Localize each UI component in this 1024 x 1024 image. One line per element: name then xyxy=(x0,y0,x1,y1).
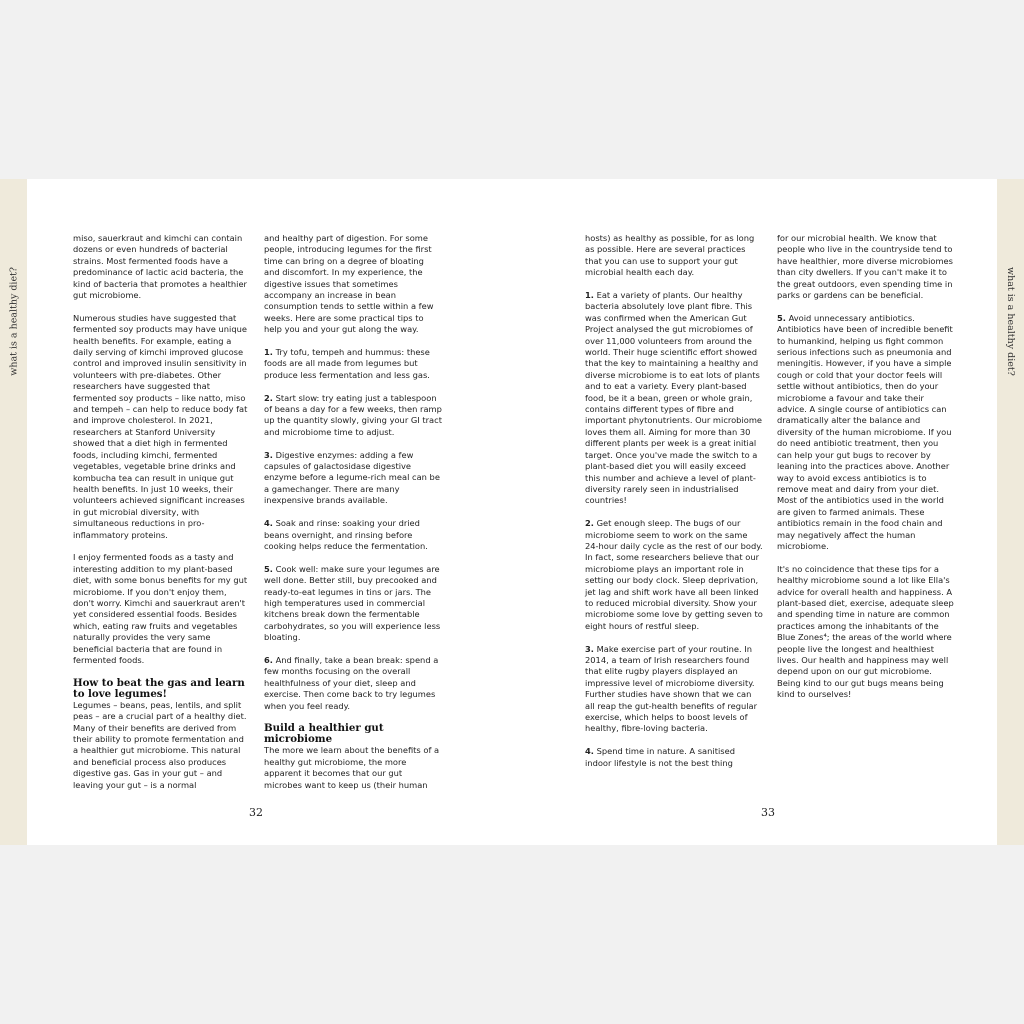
tip-text: Try tofu, tempeh and hummus: these foods are all made from legumes but produce less fermentation and less gas. xyxy=(264,347,430,380)
tip-text: Cook well: make sure your legumes are well done. Better still, buy precooked and ready-to-eat legumes in tins or jars. The high temperatures used in commercial kitchens break down the fermentable carbohydrates, so you will experience less bloating. xyxy=(264,563,441,643)
tip-text: Start slow: try eating just a tablespoon of beans a day for a few weeks, then ramp up the quantity slowly, giving your GI tract and microbiome time to adjust. xyxy=(264,392,442,437)
paragraph: for our microbial health. We know that people who live in the countryside tend to have healthier, more diverse microbiomes than city dwellers. If you can't make it to the great outdoors, even spending time in parks or gardens can be beneficial. xyxy=(777,233,953,301)
tip-number: 3. xyxy=(585,643,594,654)
tip-text: Eat a variety of plants. Our healthy bacteria absolutely love plant fibre. This was confirmed when the American Gut Project analysed the gut microbiomes of over 11,000 volunteers from around the world. Their huge scientific effort showed that the key to maintaining a healthy and diverse microbiome is to eat lots of plants and to eat a variety. Every plant-based food, be it a bean, green or whole grain, contains different types of fibre and important phytonutrients. Our microbiome loves them all. Aiming for more than 30 different plants per week is a great initial target. Once you've made the switch to a plant-based diet you will easily exceed this number and achieve a level of plant-diversity rarely seen in industrialised countries! xyxy=(585,290,763,506)
tip-item xyxy=(585,518,763,632)
left-page-column-1 xyxy=(73,233,249,802)
paragraph: The more we learn about the benefits of a healthy gut microbiome, the more apparent it becomes that our gut microbes want to keep us (their human xyxy=(264,745,440,790)
tip-text: Digestive enzymes: adding a few capsules of galactosidase digestive enzyme before a legume-rich meal can be a gamechanger. There are many inexpensive brands available. xyxy=(264,449,440,506)
paragraph: hosts) as healthy as possible, for as long as possible. Here are several practices that you can use to support your gut microbial health each day. xyxy=(585,233,755,278)
paragraph: and healthy part of digestion. For some people, introducing legumes for the first time can bring on a degree of bloating and discomfort. In my experience, the digestive issues that sometimes accompany an increase in bean consumption tends to settle within a few weeks. Here are some practical tips to help you and your gut along the way. xyxy=(264,233,434,335)
paragraph: miso, sauerkraut and kimchi can contain dozens or even hundreds of bacterial strains. Most fermented foods have a predominance of lactic acid bacteria, the kind of bacteria that promotes a healthier gut microbiome. xyxy=(73,233,247,301)
tip-number: 2. xyxy=(264,392,273,403)
tip-number: 5. xyxy=(777,312,786,323)
tip-text: And finally, take a bean break: spend a few months focusing on the overall healthfulness of your diet, sleep and exercise. Then come back to try legumes when you feel ready. xyxy=(264,654,439,711)
left-page-number: 32 xyxy=(249,806,263,819)
section-heading: Build a healthier gut microbiome xyxy=(264,722,384,746)
paragraph: It's no coincidence that these tips for a healthy microbiome sound a lot like Ella's advice for overall health and happiness. A plant-based diet, exercise, adequate sleep and spending time in nature are common practices among the inhabitants of the Blue Zones⁴; the areas of the world where people live the longest and healthiest lives. Our health and happiness may well depend upon on our gut microbiome. Being kind to our gut bugs means being kind to ourselves! xyxy=(777,563,954,700)
tip-text: Soak and rinse: soaking your dried beans overnight, and rinsing before cooking helps reduce the fermentation. xyxy=(264,518,428,551)
tip-number: 4. xyxy=(264,518,273,529)
tip-item xyxy=(585,290,763,507)
tip-number: 6. xyxy=(264,654,273,665)
tip-number: 3. xyxy=(264,449,273,460)
left-page-column-2 xyxy=(264,233,442,802)
tip-item xyxy=(264,518,442,552)
left-tab-label: what is a healthy diet? xyxy=(8,267,19,376)
section-heading: How to beat the gas and learn to love legumes! xyxy=(73,676,245,700)
tip-text: Make exercise part of your routine. In 2014, a team of Irish researchers found that elite rugby players displayed an impressive level of microbiome diversity. Further studies have shown that we can all reap the gut-health benefits of regular exercise, which helps to boost levels of healthy, fibre-loving bacteria. xyxy=(585,643,758,734)
right-page-column-1 xyxy=(585,233,763,780)
paragraph: Legumes – beans, peas, lentils, and split peas – are a crucial part of a healthy diet. Many of their benefits are derived from their ability to promote fermentation and a healthier gut microbiome. This natural and beneficial process also produces digestive gas. Gas in your gut – and leaving your gut – is a normal xyxy=(73,699,247,790)
tip-text: Avoid unnecessary antibiotics. Antibiotics have been of incredible benefit to humankind, helping us fight common serious infections such as pneumonia and meningitis. However, if you have a simple cough or cold that your doctor feels will settle without antibiotics, then do your microbiome a favour and take their advice. A single course of antibiotics can dramatically alter the balance and diversity of the human microbiome. If you do need antibiotic treatment, then you can help your gut bugs to recover by leaning into the practices above. Another way to avoid excess antibiotics is to remove meat and dairy from your diet. Most of the antibiotics used in the world are given to farmed animals. These antibiotics remain in the food chain and may negatively affect the human microbiome. xyxy=(777,312,953,551)
tip-text: Spend time in nature. A sanitised indoor lifestyle is not the best thing xyxy=(585,746,735,768)
paragraph: I enjoy fermented foods as a tasty and interesting addition to my plant-based diet, with some bonus benefits for my gut microbiome. If you don't enjoy them, don't worry. Kimchi and sauerkraut aren't yet considered essential foods. Besides which, eating raw fruits and vegetables naturally provides the very same beneficial bacteria that are found in fermented foods. xyxy=(73,552,248,665)
right-side-tab xyxy=(997,179,1024,845)
right-page-number: 33 xyxy=(761,806,775,819)
tip-item xyxy=(264,655,442,712)
tip-item xyxy=(264,564,442,644)
right-page-column-2 xyxy=(777,233,955,712)
tip-item xyxy=(264,347,442,381)
tip-number: 1. xyxy=(264,347,273,358)
tip-item xyxy=(777,313,955,553)
tip-item xyxy=(585,746,763,769)
tip-item xyxy=(264,450,442,507)
tip-number: 1. xyxy=(585,290,594,301)
tip-text: Get enough sleep. The bugs of our microbiome seem to work on the same 24-hour daily cycle as the rest of our body. In fact, some researchers believe that our microbiome plays an important role in setting our body clock. Sleep deprivation, jet lag and shift work have all been linked to reduced microbial diversity. Show your microbiome some love by getting seven to eight hours of restful sleep. xyxy=(585,518,763,631)
tip-number: 2. xyxy=(585,518,594,529)
tip-number: 4. xyxy=(585,746,594,757)
left-side-tab xyxy=(0,179,27,845)
right-tab-label: what is a healthy diet? xyxy=(1005,267,1016,376)
tip-item xyxy=(585,644,763,735)
paragraph: Numerous studies have suggested that fermented soy products may have unique health benefits. For example, eating a daily serving of kimchi improved glucose control and improved insulin sensitivity in volunteers with pre-diabetes. Other researchers have suggested that fermented soy products – like natto, miso and tempeh – can help to reduce body fat and improve cholesterol. In 2021, researchers at Stanford University showed that a diet high in fermented foods, including kimchi, fermented vegetables, vegetable brine drinks and kombucha tea can result in unique gut health benefits. In just 10 weeks, their volunteers achieved significant increases in gut microbial diversity, with simultaneous reductions in pro-inflammatory proteins. xyxy=(73,312,248,540)
tip-number: 5. xyxy=(264,563,273,574)
tip-item xyxy=(264,393,442,439)
